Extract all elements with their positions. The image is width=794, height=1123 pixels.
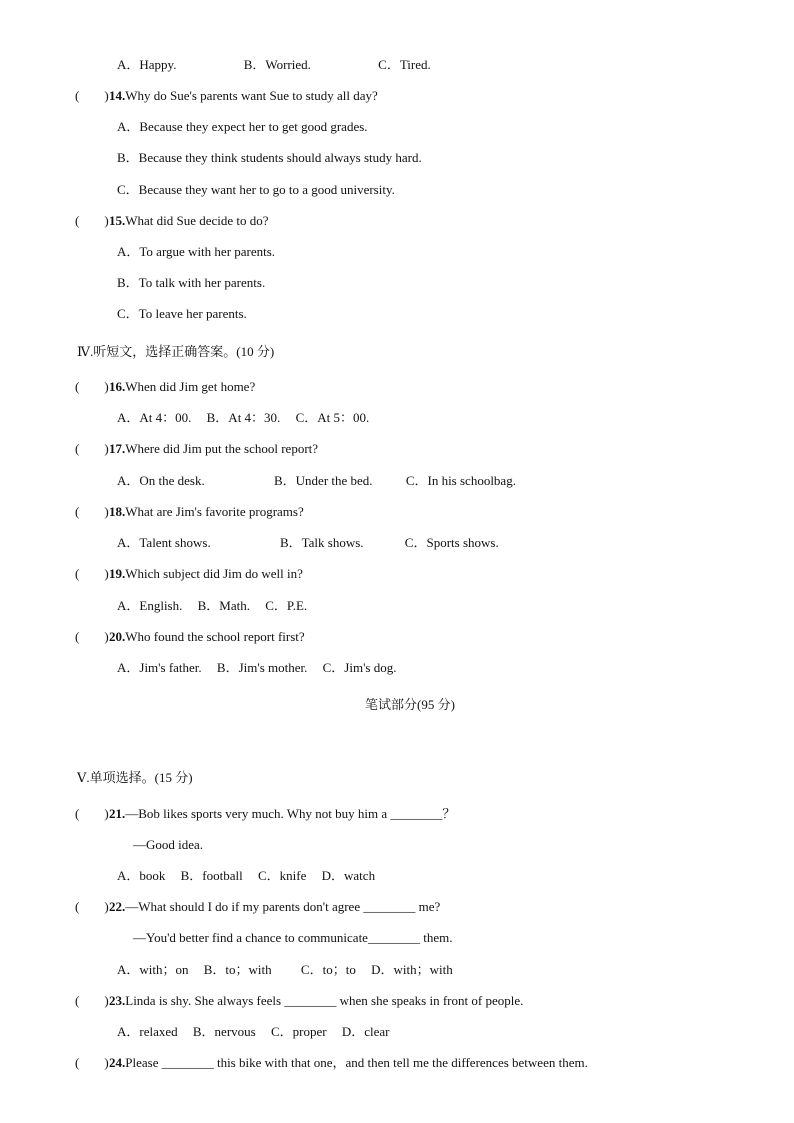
q22-option-b: B．to；with — [203, 962, 272, 977]
q17-option-b: B．Under the bed. — [274, 473, 373, 488]
answer-blank-16[interactable]: ( ) — [75, 379, 109, 394]
question-text: Which subject did Jim do well in? — [125, 566, 303, 581]
q22-option-d: D．with；with — [371, 962, 453, 977]
question-text: Why do Sue's parents want Sue to study all day? — [125, 88, 378, 103]
section-5-title: Ⅴ.单项选择。(15 分) — [77, 770, 193, 785]
question-number: 23. — [109, 993, 126, 1008]
q20-options — [117, 660, 397, 676]
q20-option-a: A．Jim's father. — [117, 660, 202, 675]
question-20 — [75, 629, 305, 645]
q21-option-a: A．book — [117, 868, 166, 883]
q17-option-c: C．In his schoolbag. — [405, 473, 516, 488]
question-number: 17. — [109, 441, 126, 456]
question-text: Please ________ this bike with that one，and then tell me the differences between them. — [125, 1055, 588, 1070]
q20-option-c: C．Jim's dog. — [322, 660, 397, 675]
question-text: Who found the school report first? — [125, 629, 305, 644]
question-23 — [75, 993, 523, 1009]
answer-blank-20[interactable]: ( ) — [75, 629, 109, 644]
question-number: 20. — [109, 629, 126, 644]
q23-options — [117, 1024, 389, 1040]
answer-blank-23[interactable]: ( ) — [75, 993, 109, 1008]
answer-blank-24[interactable]: ( ) — [75, 1055, 109, 1070]
q22-options — [117, 962, 453, 978]
q18-option-b: B．Talk shows. — [279, 535, 364, 550]
question-19 — [75, 566, 303, 582]
q17-options — [117, 473, 516, 489]
q22-option-c: C．to；to — [300, 962, 356, 977]
q23-option-c: C．proper — [270, 1024, 327, 1039]
q21-option-c: C．knife — [258, 868, 307, 883]
question-number: 16. — [109, 379, 126, 394]
question-22 — [75, 899, 440, 915]
question-text: What are Jim's favorite programs? — [125, 504, 304, 519]
question-number: 18. — [109, 504, 126, 519]
question-number: 21. — [109, 806, 126, 821]
q14-option-b: B．Because they think students should always study hard. — [117, 150, 422, 165]
q21-reply: —Good idea. — [133, 837, 204, 852]
q18-options — [117, 535, 499, 551]
question-15 — [75, 213, 269, 229]
question-14 — [75, 88, 378, 104]
q13-option-a: A．Happy. — [117, 57, 177, 72]
question-number: 15. — [109, 213, 126, 228]
question-24 — [75, 1055, 588, 1071]
answer-blank-15[interactable]: ( ) — [75, 213, 109, 228]
q17-option-a: A．On the desk. — [117, 473, 205, 488]
q13-option-c: C．Tired. — [378, 57, 431, 72]
q19-option-c: C．P.E. — [265, 598, 308, 613]
q23-option-a: A．relaxed — [117, 1024, 178, 1039]
q15-option-b: B．To talk with her parents. — [117, 275, 266, 290]
question-text: What did Sue decide to do? — [125, 213, 269, 228]
q14-option-a: A．Because they expect her to get good grades. — [117, 119, 368, 134]
answer-blank-21[interactable]: ( ) — [75, 806, 109, 821]
q20-option-b: B．Jim's mother. — [216, 660, 308, 675]
question-16 — [75, 379, 255, 395]
question-21 — [75, 806, 455, 822]
question-text: —What should I do if my parents don't agree ________ me? — [125, 899, 441, 914]
section-4-title: Ⅳ.听短文，选择正确答案。(10 分) — [77, 344, 275, 359]
q13-options — [117, 57, 431, 73]
q15-option-a: A．To argue with her parents. — [117, 244, 276, 259]
question-18 — [75, 504, 304, 520]
question-number: 14. — [109, 88, 126, 103]
q18-option-a: A．Talent shows. — [117, 535, 211, 550]
question-text: Where did Jim put the school report? — [125, 441, 319, 456]
q15-option-c: C．To leave her parents. — [117, 306, 247, 321]
q16-option-a: A．At 4：00. — [117, 410, 192, 425]
answer-blank-18[interactable]: ( ) — [75, 504, 109, 519]
question-number: 24. — [109, 1055, 126, 1070]
q23-option-d: D．clear — [341, 1024, 390, 1039]
q19-options — [117, 598, 307, 614]
q22-option-a: A．with；on — [117, 962, 189, 977]
question-text: —Bob likes sports very much. Why not buy him a ________？ — [125, 806, 456, 821]
q21-options — [117, 868, 375, 884]
question-text: When did Jim get home? — [125, 379, 256, 394]
q16-options — [117, 410, 369, 426]
q19-option-a: A．English. — [117, 598, 183, 613]
q18-option-c: C．Sports shows. — [404, 535, 499, 550]
q23-option-b: B．nervous — [192, 1024, 256, 1039]
q13-option-b: B．Worried. — [243, 57, 311, 72]
q14-option-c: C．Because they want her to go to a good university. — [117, 182, 395, 197]
question-number: 19. — [109, 566, 126, 581]
question-number: 22. — [109, 899, 126, 914]
q21-option-d: D．watch — [321, 868, 376, 883]
answer-blank-14[interactable]: ( ) — [75, 88, 109, 103]
q16-option-b: B．At 4：30. — [206, 410, 281, 425]
answer-blank-22[interactable]: ( ) — [75, 899, 109, 914]
q19-option-b: B．Math. — [197, 598, 250, 613]
written-part-title: 笔试部分(95 分) — [365, 697, 455, 712]
answer-blank-17[interactable]: ( ) — [75, 441, 109, 456]
question-text: Linda is shy. She always feels ________ when she speaks in front of people. — [125, 993, 524, 1008]
question-17 — [75, 441, 318, 457]
answer-blank-19[interactable]: ( ) — [75, 566, 109, 581]
q21-option-b: B．football — [180, 868, 243, 883]
q16-option-c: C．At 5：00. — [295, 410, 370, 425]
q22-reply: —You'd better find a chance to communicate________ them. — [133, 930, 453, 945]
